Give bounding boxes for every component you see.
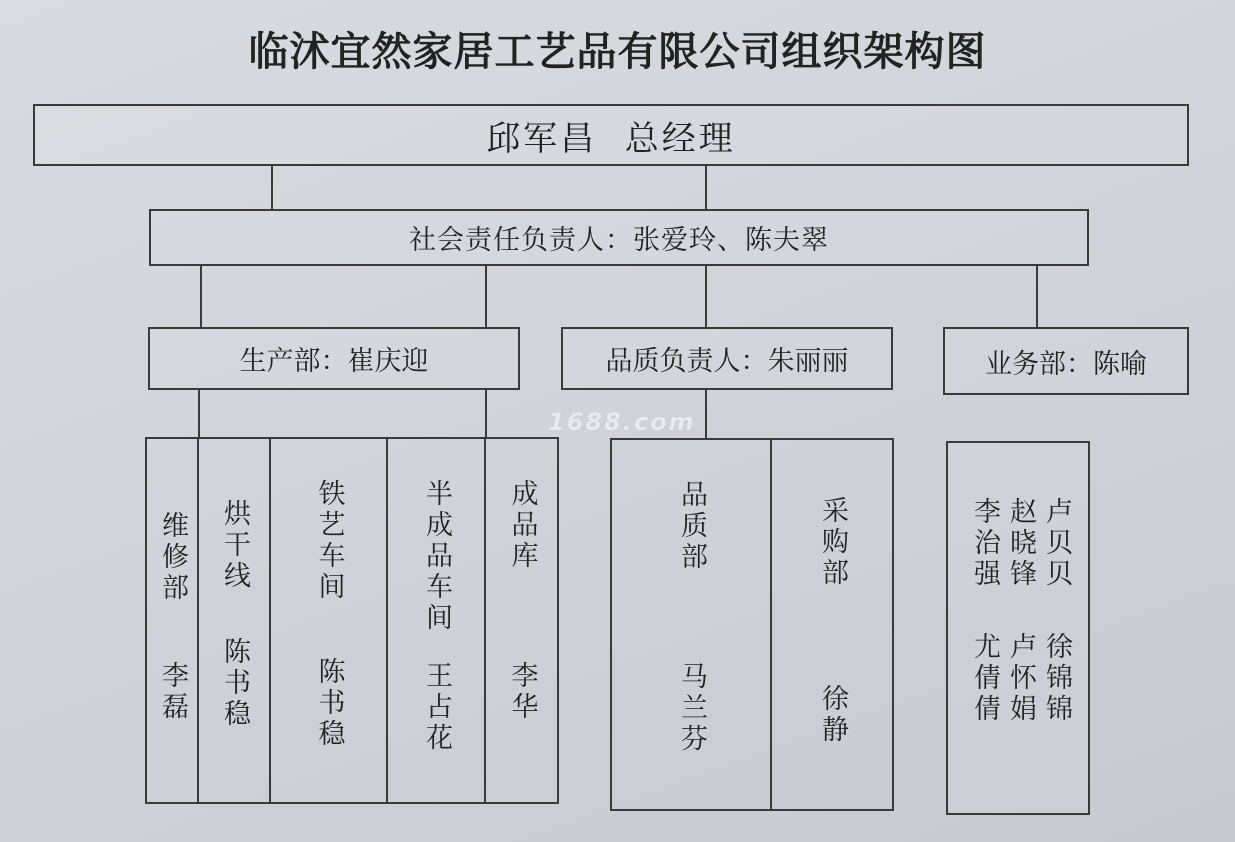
unit-maintenance [145, 439, 197, 802]
unit-quality-dept [610, 440, 770, 809]
connector [198, 390, 200, 438]
unit-name: 品质部 [676, 480, 707, 573]
production-units-group [145, 437, 559, 804]
unit-name: 成品库 [506, 479, 538, 572]
production-dept-box [148, 327, 520, 390]
unit-semi-finished-workshop [386, 439, 484, 802]
unit-name: 铁艺车间 [313, 479, 345, 603]
quality-lead-label: 品质负责人：朱丽丽 [605, 346, 849, 377]
staff-name: 徐锦锦 [1041, 632, 1072, 725]
quality-units-group [610, 438, 894, 811]
unit-name: 半成品车间 [421, 479, 452, 634]
watermark: 1688.com [548, 408, 696, 436]
unit-purchasing-dept [770, 440, 892, 809]
staff-col [1002, 497, 1038, 725]
connector [1036, 266, 1038, 328]
business-dept-label: 业务部：陈喻 [985, 348, 1147, 380]
staff-name: 卢怀娟 [1005, 632, 1036, 725]
unit-drying-line [197, 439, 269, 802]
unit-person: 徐静 [817, 684, 848, 746]
connector [705, 390, 707, 440]
unit-name: 烘干线 [219, 499, 250, 592]
unit-name: 采购部 [817, 496, 848, 589]
unit-name: 维修部 [157, 511, 188, 604]
quality-lead-box [561, 327, 893, 390]
business-dept-box [943, 327, 1189, 395]
staff-col [1038, 497, 1074, 725]
unit-person: 李磊 [157, 661, 188, 723]
connector [705, 166, 707, 210]
production-dept-label: 生产部：崔庆迎 [239, 346, 429, 377]
staff-col [966, 497, 1002, 725]
connector [200, 266, 202, 328]
connector [271, 166, 273, 210]
general-manager-label: 邱军昌 总经理 [486, 118, 736, 159]
chart-title: 临沭宜然家居工艺品有限公司组织架构图 [248, 29, 987, 75]
unit-person: 马兰芬 [676, 662, 707, 755]
staff-name: 卢贝贝 [1041, 497, 1072, 590]
staff-name: 赵晓锋 [1005, 497, 1036, 590]
connector [705, 266, 707, 328]
connector [485, 390, 487, 438]
social-responsibility-label: 社会责任负责人：张爱玲、陈夫翠 [409, 225, 829, 256]
staff-name: 李治强 [969, 497, 1000, 590]
general-manager-box [33, 104, 1189, 166]
staff-name: 尤倩倩 [969, 632, 1000, 725]
business-staff-box [946, 441, 1090, 815]
unit-person: 陈书稳 [219, 637, 250, 730]
unit-ironwork-workshop [269, 439, 386, 802]
unit-person: 王占花 [421, 661, 452, 754]
unit-finished-goods-warehouse [484, 439, 557, 802]
social-responsibility-box [149, 209, 1089, 266]
unit-person: 李华 [506, 661, 538, 723]
connector [485, 266, 487, 328]
unit-person: 陈书稳 [313, 657, 345, 750]
